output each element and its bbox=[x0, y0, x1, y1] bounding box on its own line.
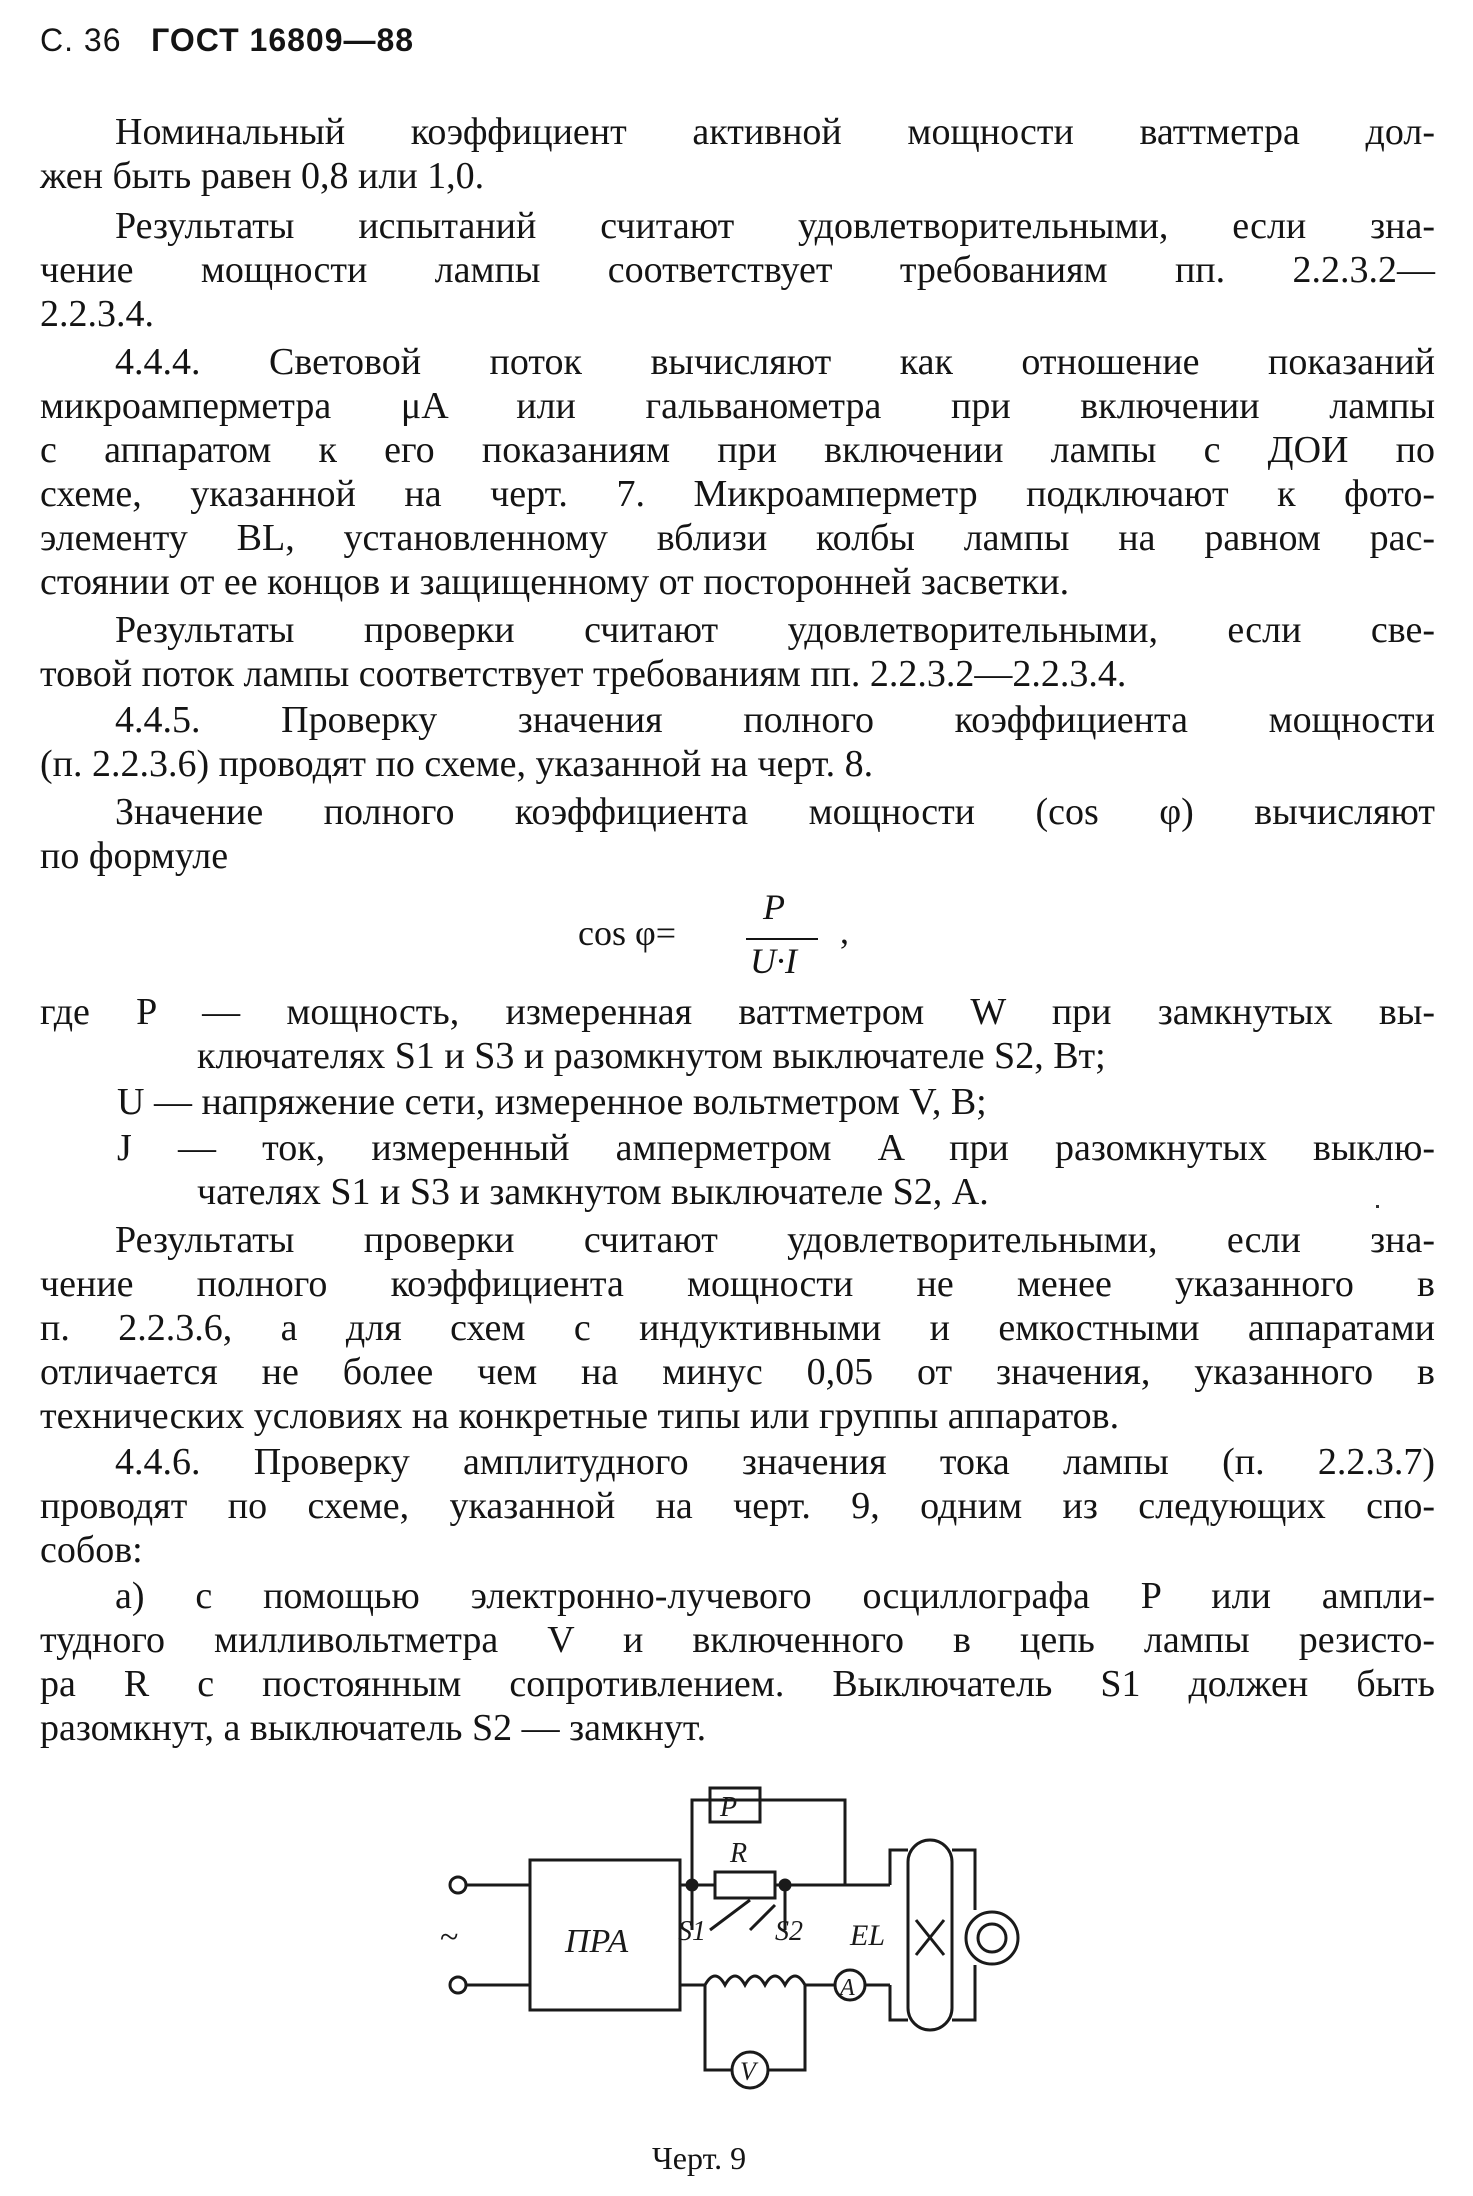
text-line: 2.2.3.4. bbox=[40, 293, 154, 335]
text-line: 4.4.6. Проверку амплитудного значения тока лампы (п. 2.2.3.7) bbox=[115, 1441, 1435, 1483]
text-line: ра R с постоянным сопротивлением. Выключатель S1 должен быть bbox=[40, 1663, 1435, 1705]
ac-tilde: ~ bbox=[440, 1919, 459, 1956]
page-number: С. 36 bbox=[40, 22, 122, 58]
text-line: микроамперметра μA или гальванометра при включении лампы bbox=[40, 385, 1435, 427]
definition-line: J — ток, измеренный амперметром A при разомкнутых выклю- bbox=[117, 1127, 1435, 1169]
switch-s1-label: S1 bbox=[678, 1916, 706, 1947]
text-line: по формуле bbox=[40, 835, 229, 877]
text-line: а) с помощью электронно-лучевого осциллографа P или ампли- bbox=[115, 1575, 1435, 1617]
text-line: (п. 2.2.3.6) проводят по схеме, указанной на черт. 8. bbox=[40, 743, 874, 785]
text-line: 4.4.4. Световой поток вычисляют как отношение показаний bbox=[115, 341, 1435, 383]
formula-denominator: U·I bbox=[750, 941, 797, 981]
input-terminal-bottom bbox=[450, 1977, 466, 1993]
text-line: разомкнут, а выключатель S2 — замкнут. bbox=[40, 1707, 707, 1749]
definition-line: U — напряжение сети, измеренное вольтметром V, В; bbox=[117, 1081, 987, 1123]
text-line: проводят по схеме, указанной на черт. 9, одним из следующих спо- bbox=[40, 1485, 1435, 1527]
definition-line: где P — мощность, измеренная ваттметром W при замкнутых вы- bbox=[40, 991, 1435, 1033]
inductor-coil bbox=[705, 1976, 805, 1985]
photo-element bbox=[966, 1912, 1018, 1964]
text-line: технических условиях на конкретные типы или группы аппаратов. bbox=[40, 1395, 1120, 1437]
text-line: с аппаратом к его показаниям при включении лампы с ДОИ по bbox=[40, 429, 1435, 471]
svg-text:A: A bbox=[840, 1975, 855, 2001]
speck bbox=[1376, 1205, 1379, 1208]
definition-line: ключателях S1 и S3 и разомкнутом выключателе S2, Вт; bbox=[197, 1035, 1106, 1077]
text-line: чение мощности лампы соответствует требованиям пп. 2.2.3.2— bbox=[40, 249, 1435, 291]
text-line: п. 2.2.3.6, а для схем с индуктивными и емкостными аппаратами bbox=[40, 1307, 1435, 1349]
formula-comma: , bbox=[840, 911, 849, 951]
text-line: схеме, указанной на черт. 7. Микроамперметр подключают к фото- bbox=[40, 473, 1435, 515]
cos-phi-formula bbox=[578, 888, 878, 988]
text-line: Значение полного коэффициента мощности (cos φ) вычисляют bbox=[115, 791, 1435, 833]
text-line: Результаты проверки считают удовлетворительными, если све- bbox=[115, 609, 1435, 651]
formula-lhs: cos φ= bbox=[578, 913, 677, 953]
definition-line: чателях S1 и S3 и замкнутом выключателе S2, А. bbox=[197, 1171, 989, 1213]
text-line: Результаты проверки считают удовлетворительными, если зна- bbox=[115, 1219, 1435, 1261]
text-line: отличается не более чем на минус 0,05 от значения, указанного в bbox=[40, 1351, 1435, 1393]
resistor-r bbox=[715, 1872, 775, 1898]
ballast-label: ПРА bbox=[565, 1923, 629, 1960]
svg-text:V: V bbox=[740, 2057, 756, 2086]
lamp-el-label: EL bbox=[850, 1919, 886, 1952]
standard-id: ГОСТ 16809—88 bbox=[151, 22, 415, 58]
text-line: жен быть равен 0,8 или 1,0. bbox=[40, 155, 485, 197]
lamp-el bbox=[908, 1840, 952, 2030]
text-line: элементу BL, установленному вблизи колбы лампы на равном рас- bbox=[40, 517, 1435, 559]
switch-s2-label: S2 bbox=[775, 1916, 803, 1947]
text-line: стоянии от ее концов и защищенному от посторонней засветки. bbox=[40, 561, 1070, 603]
text-line: Результаты испытаний считают удовлетворительными, если зна- bbox=[115, 205, 1435, 247]
svg-text:P: P bbox=[720, 1792, 738, 1823]
circuit-diagram bbox=[430, 1780, 1030, 2130]
input-terminal-top bbox=[450, 1877, 466, 1893]
text-line: Номинальный коэффициент активной мощности ваттметра дол- bbox=[115, 111, 1435, 153]
text-line: товой поток лампы соответствует требованиям пп. 2.2.3.2—2.2.3.4. bbox=[40, 653, 1127, 695]
text-line: чение полного коэффициента мощности не менее указанного в bbox=[40, 1263, 1435, 1305]
figure-caption: Черт. 9 bbox=[652, 2140, 747, 2176]
formula-numerator: P bbox=[763, 887, 785, 927]
text-line: тудного милливольтметра V и включенного в цепь лампы резисто- bbox=[40, 1619, 1435, 1661]
text-line: 4.4.5. Проверку значения полного коэффициента мощности bbox=[115, 699, 1435, 741]
text-line: собов: bbox=[40, 1529, 143, 1571]
svg-text:R: R bbox=[730, 1838, 748, 1869]
page-header bbox=[40, 22, 414, 59]
